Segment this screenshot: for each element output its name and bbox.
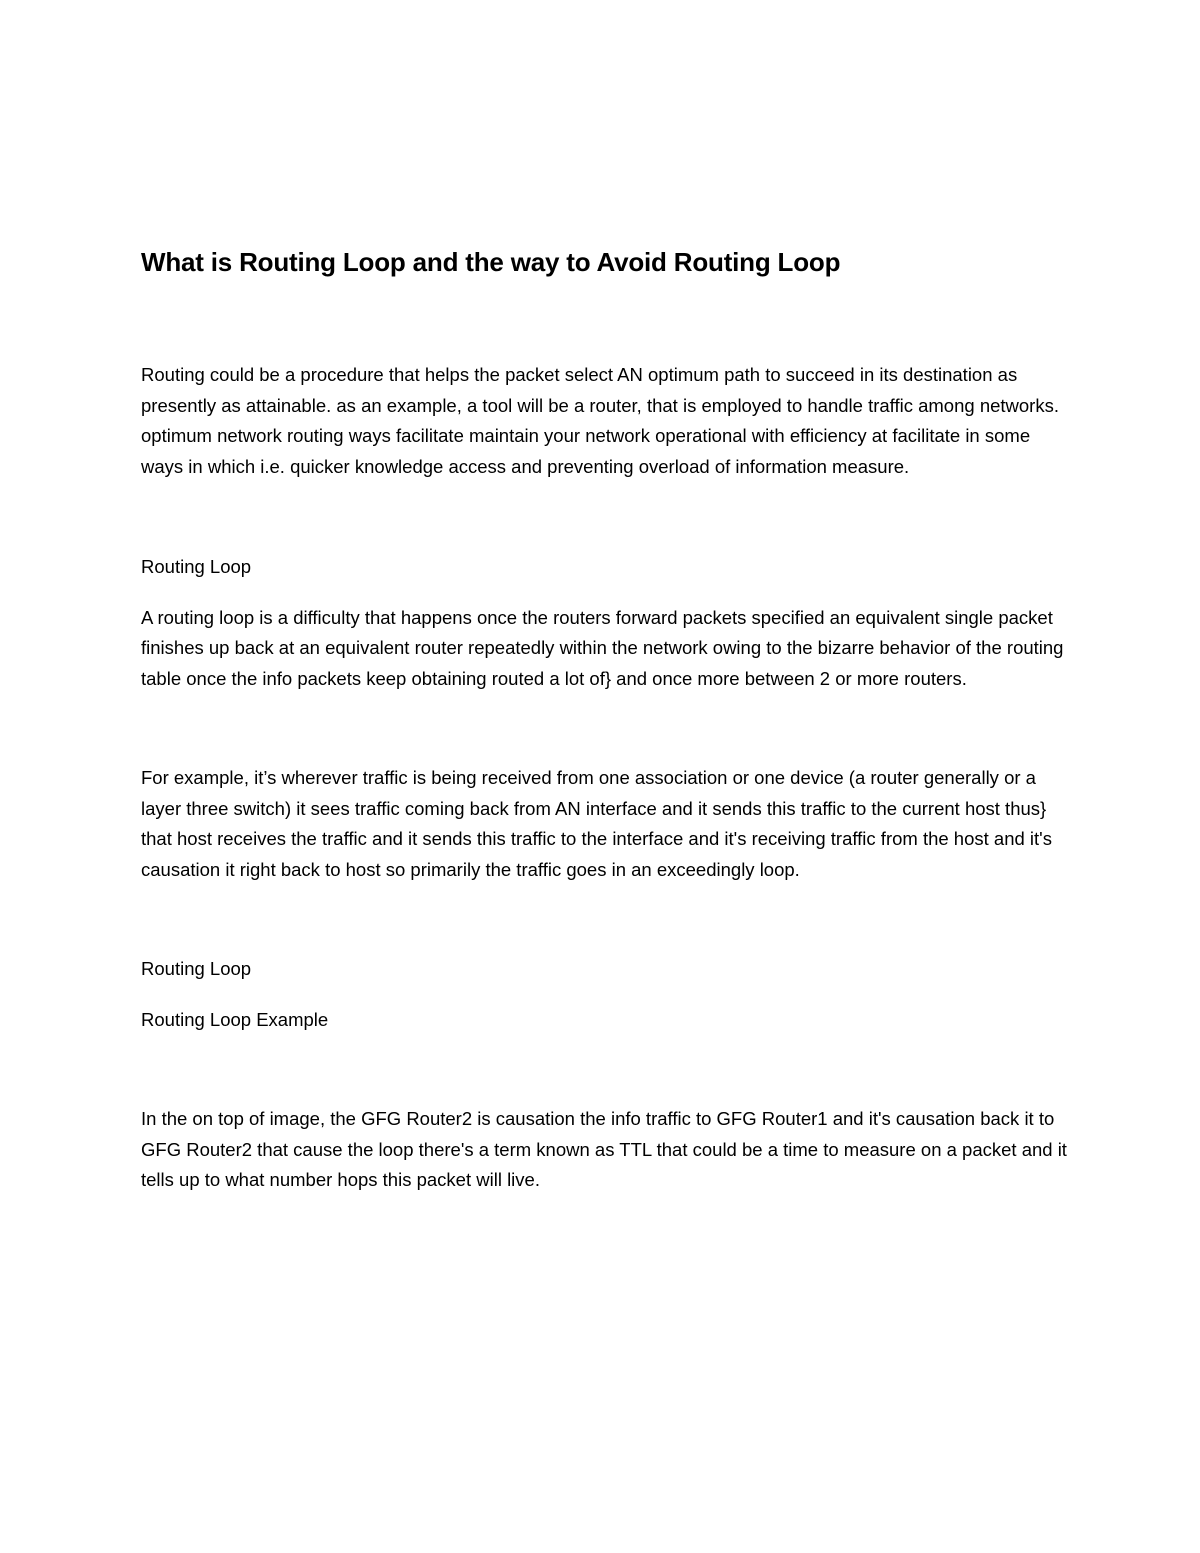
document-body — [141, 244, 1071, 1196]
document-title: What is Routing Loop and the way to Avoid Routing Loop — [141, 247, 841, 277]
image-caption-routing-loop: Routing Loop — [141, 958, 252, 979]
routing-loop-definition-paragraph: A routing loop is a difficulty that happens once the routers forward packets specified an equivalent single packet finishes up back at an equivalent router repeatedly within the network owing to the bizarre behavior of the routing table once the info packets keep obtaining routed a lot of} and once more between 2 or more routers. — [141, 606, 1064, 689]
image-caption-routing-loop-example: Routing Loop Example — [141, 1008, 329, 1030]
routing-loop-example-paragraph: For example, it’s wherever traffic is being received from one association or one device (a router generally or a layer three switch) it sees traffic coming back from AN interface and it sends this traffic to the current host thus} that host receives the traffic and it sends this traffic to the interface and it's receiving traffic from the host and it's causation it right back to host so primarily the traffic goes in an exceedingly loop. — [141, 767, 1052, 880]
intro-paragraph: Routing could be a procedure that helps the packet select AN optimum path to succeed in its destination as presently as attainable. as an example, a tool will be a router, that is employed to handle traffic among networks. optimum network routing ways facilitate maintain your network operational with efficiency at facilitate in some ways in which i.e. quicker knowledge access and preventing overload of information measure. — [141, 364, 1059, 477]
ttl-explanation-paragraph: In the on top of image, the GFG Router2 is causation the info traffic to GFG Router1 and it's causation back it to GFG Router2 that cause the loop there's a term known as TTL that could be a time to measure on a packet and it tells up to what number hops this packet will live. — [141, 1108, 1067, 1190]
section-heading-routing-loop: Routing Loop — [141, 556, 252, 577]
